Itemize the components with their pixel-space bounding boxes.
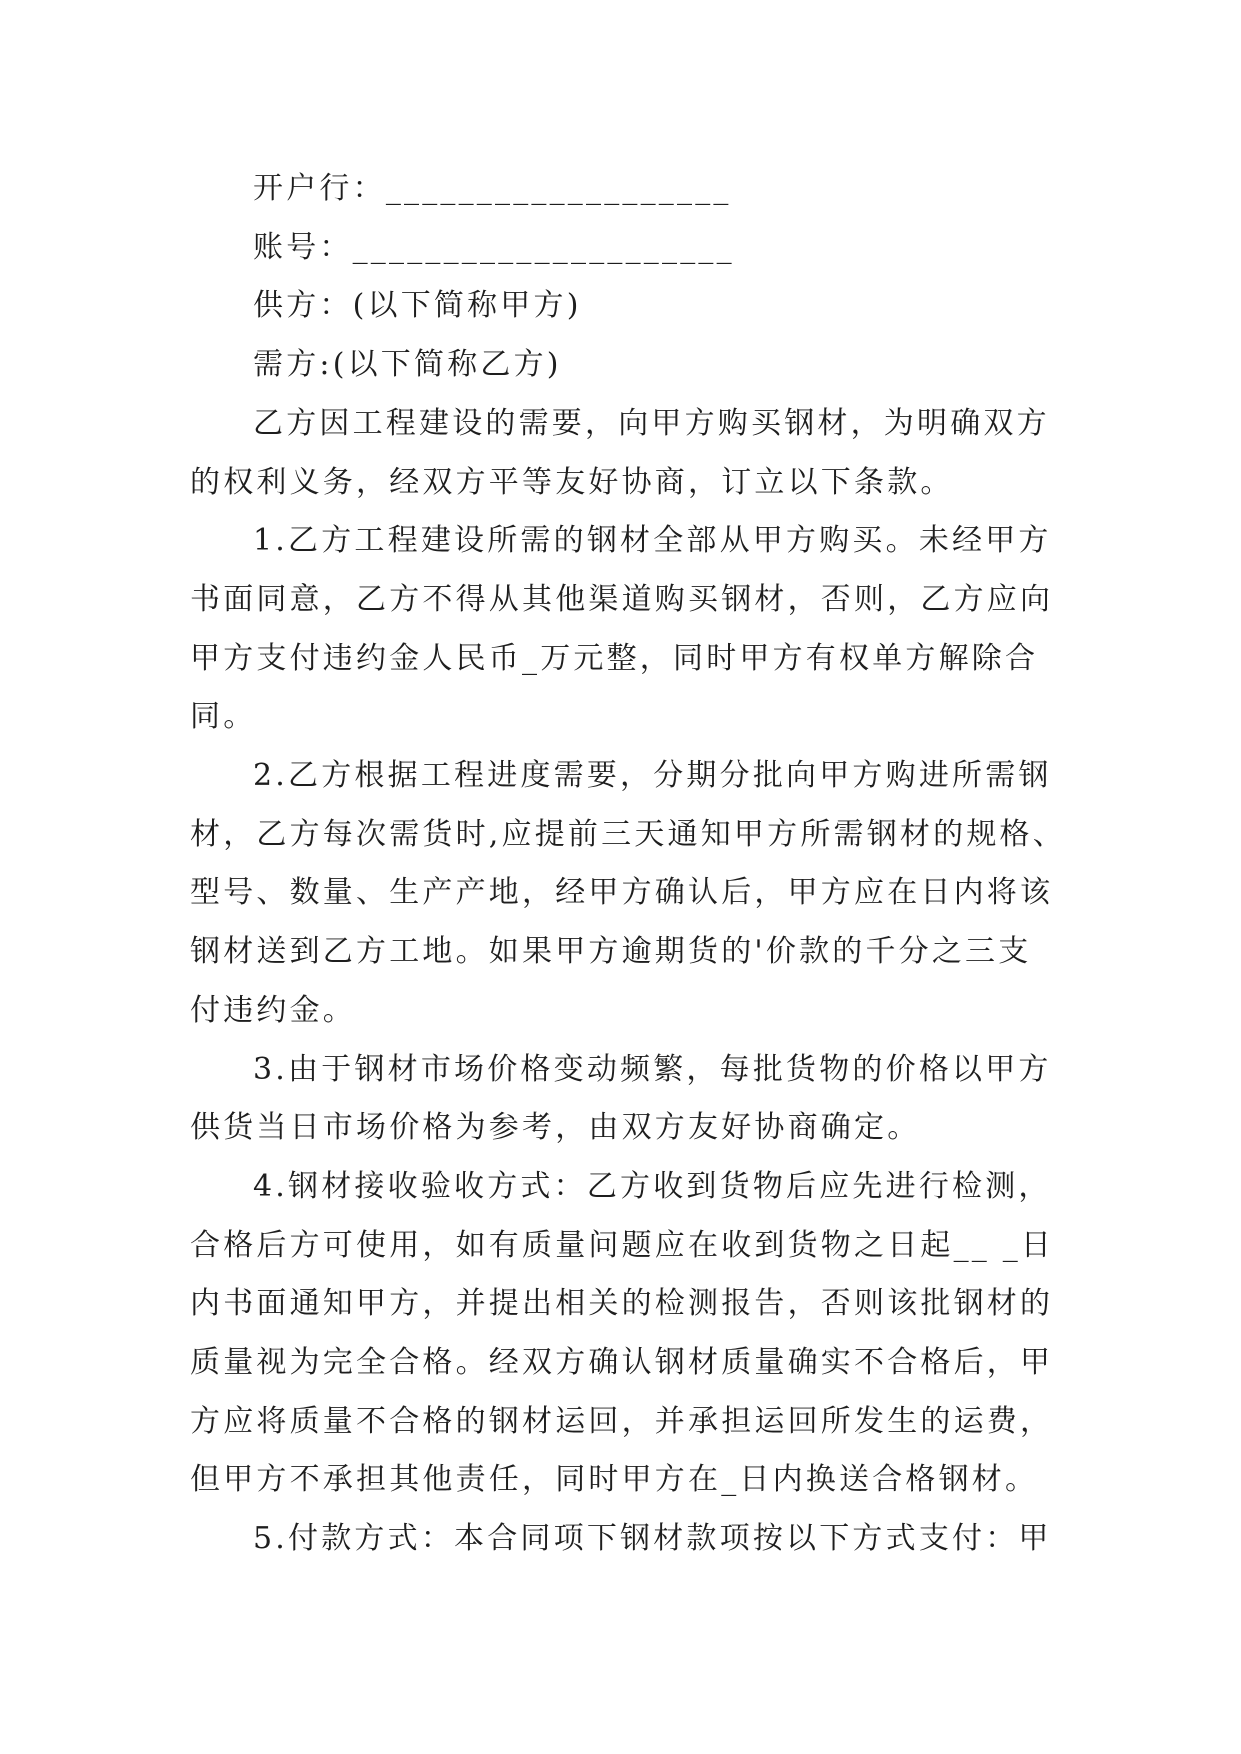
clause-2-line-3: 型号、数量、生产产地，经甲方确认后，甲方应在日内将该 (190, 875, 1054, 911)
clause-4-line-4: 质量视为完全合格。经双方确认钢材质量确实不合格后，甲 (190, 1345, 1054, 1381)
clause-4-line-5: 方应将质量不合格的钢材运回，并承担运回所发生的运费， (190, 1403, 1054, 1439)
buyer-line: 需方:(以下简称乙方) (253, 347, 562, 383)
bank-blank: ___________________ (385, 171, 732, 206)
account-label: 账号： (253, 229, 353, 265)
clause-4-line-6: 但甲方不承担其他责任，同时甲方在_日内换送合格钢材。 (190, 1462, 1039, 1498)
clause-2-line-2: 材，乙方每次需货时,应提前三天通知甲方所需钢材的规格、 (190, 816, 1066, 852)
clause-1-line-2: 书面同意，乙方不得从其他渠道购买钢材，否则，乙方应向 (190, 581, 1054, 617)
clause-2-line-1: 2.乙方根据工程进度需要，分期分批向甲方购进所需钢 (253, 758, 1052, 794)
bank-line (190, 160, 1050, 219)
clause-1-line-3: 甲方支付违约金人民币_万元整，同时甲方有权单方解除合 (190, 640, 1039, 676)
clause-4-line-1: 4.钢材接收验收方式：乙方收到货物后应先进行检测， (253, 1168, 1052, 1204)
account-line (190, 219, 1050, 278)
clause-3-line-1: 3.由于钢材市场价格变动频繁，每批货物的价格以甲方 (253, 1051, 1052, 1087)
clause-2-line-4: 钢材送到乙方工地。如果甲方逾期货的'价款的千分之三支 (190, 934, 1032, 970)
clause-2-line-5: 付违约金。 (190, 992, 356, 1028)
clause-4-line-3: 内书面通知甲方，并提出相关的检测报告，否则该批钢材的 (190, 1286, 1054, 1322)
clause-4-line-2: 合格后方可使用，如有质量问题应在收到货物之日起__ _日 (190, 1227, 1055, 1263)
intro-line-2: 的权利义务，经双方平等友好协商，订立以下条款。 (190, 464, 954, 500)
clause-1-line-1: 1.乙方工程建设所需的钢材全部从甲方购买。未经甲方 (253, 523, 1052, 559)
clause-5-line-1: 5.付款方式：本合同项下钢材款项按以下方式支付：甲 (253, 1521, 1052, 1557)
intro-line-1: 乙方因工程建设的需要，向甲方购买钢材，为明确双方 (253, 405, 1050, 441)
supplier-line: 供方：(以下简称甲方) (253, 288, 582, 324)
bank-label: 开户行： (253, 171, 386, 206)
clause-1-line-4: 同。 (190, 699, 257, 735)
document-body (190, 160, 1066, 1569)
clause-3-line-2: 供货当日市场价格为参考，由双方友好协商确定。 (190, 1110, 921, 1146)
account-blank: _____________________ (352, 229, 735, 265)
